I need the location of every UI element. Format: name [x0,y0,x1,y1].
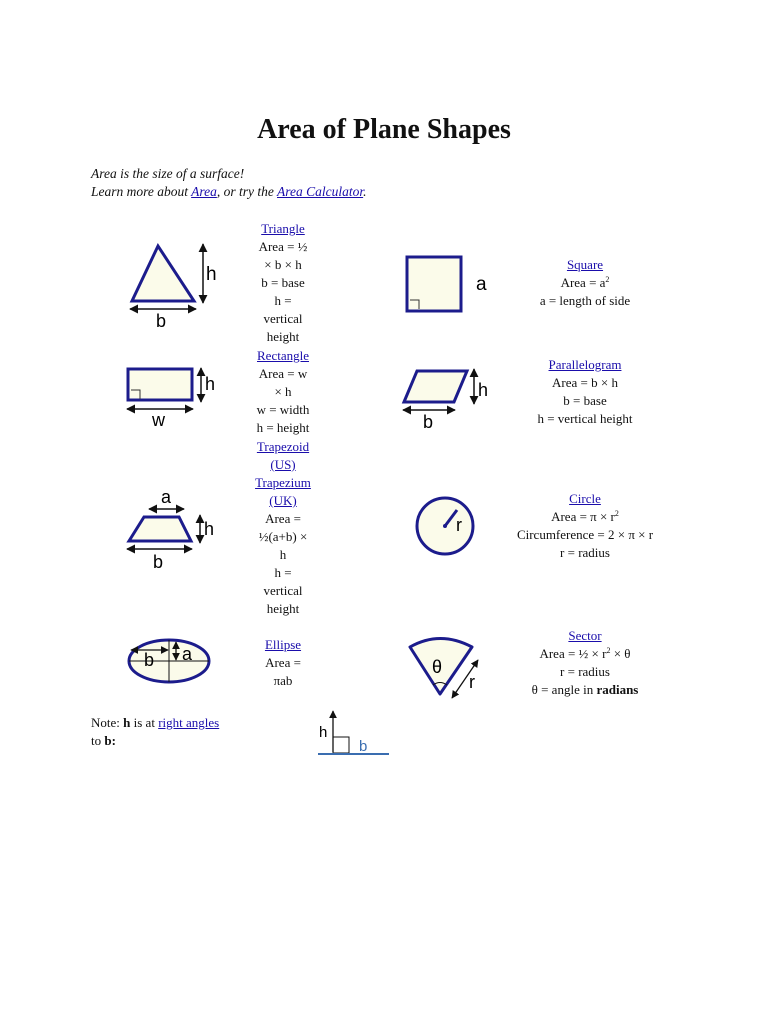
note-h-label: h [319,724,328,741]
area-link[interactable]: Area [191,184,217,199]
trapezoid-b-label: b [153,552,164,572]
trapezoid-h-label: h [204,519,215,539]
triangle-figure [126,240,226,330]
intro-line-2: Learn more about Area, or try the Area Calculator. [91,184,367,199]
trapezoid-description: Trapezoid (US) Trapezium (UK) Area = ½(a+b) × h h = vertical height [255,439,311,616]
trapezoid-us-link[interactable]: (US) [270,457,296,472]
trapezium-uk-link[interactable]: (UK) [269,493,297,508]
parallelogram-description: Parallelogram Area = b × h b = base h = vertical height [537,357,633,426]
square-description: Square Area = $a^2$ a = length of side [539,257,631,308]
square-a-label: a [476,274,487,295]
ellipse-a-label: a [182,644,193,664]
triangle-b-label: b [156,311,167,331]
area-calculator-link[interactable]: Area Calculator [277,184,364,199]
ellipse-link[interactable]: Ellipse [264,637,302,652]
trapezium-link[interactable]: Trapezium [255,475,311,490]
square-link[interactable]: Square [566,257,604,272]
triangle-link[interactable]: Triangle [261,221,305,236]
parallelogram-h-label: h [478,380,489,400]
sector-r-label: r [469,672,475,692]
ellipse-b-label: b [144,650,155,670]
rectangle-shape [128,369,192,400]
square-shape [407,257,461,311]
right-angles-link[interactable]: right angles [158,715,220,730]
circle-r-label: r [456,515,462,535]
parallelogram-figure [400,367,500,433]
trapezoid-shape [129,517,191,541]
triangle-description: Triangle Area = ½ × b × h b = base h = vertical height [258,221,308,344]
rectangle-description: Rectangle Area = w × h w = width h = height [256,348,310,435]
note: Note: h is at right angles to b: [91,715,220,748]
trapezoid-figure [124,487,224,573]
trapezoid-link[interactable]: Trapezoid [256,439,310,454]
parallelogram-link[interactable]: Parallelogram [548,357,622,372]
rectangle-link[interactable]: Rectangle [257,348,309,363]
parallelogram-shape [404,371,467,402]
rectangle-figure [125,366,225,430]
right-angle-figure [316,706,396,760]
triangle-h-label: h [206,264,217,285]
intro-line-1: Area is the size of a surface! [91,166,245,181]
triangle-shape [132,246,194,301]
page-title: Area of Plane Shapes [257,114,511,145]
parallelogram-b-label: b [423,412,434,432]
sector-theta-label: θ [432,657,443,677]
note-b-label: b [359,738,368,755]
sector-figure [404,636,494,704]
ellipse-figure [126,636,216,688]
intro [91,165,367,201]
ellipse-description: Ellipse Area = πab [264,637,302,688]
square-figure [404,254,504,316]
rectangle-w-label: w [152,410,165,430]
circle-link[interactable]: Circle [569,491,601,506]
trapezoid-a-label: a [161,487,172,507]
circle-figure [413,494,479,560]
circle-description: Circle Area = $\pi \times r^2$ Circumference = 2 × π × r r = radius [516,491,654,560]
rectangle-h-label: h [205,374,216,394]
sector-description: Sector Area = ½ × $r^2 \times \theta$ r = radius θ = angle in radians [531,628,639,697]
sector-link[interactable]: Sector [568,628,602,643]
